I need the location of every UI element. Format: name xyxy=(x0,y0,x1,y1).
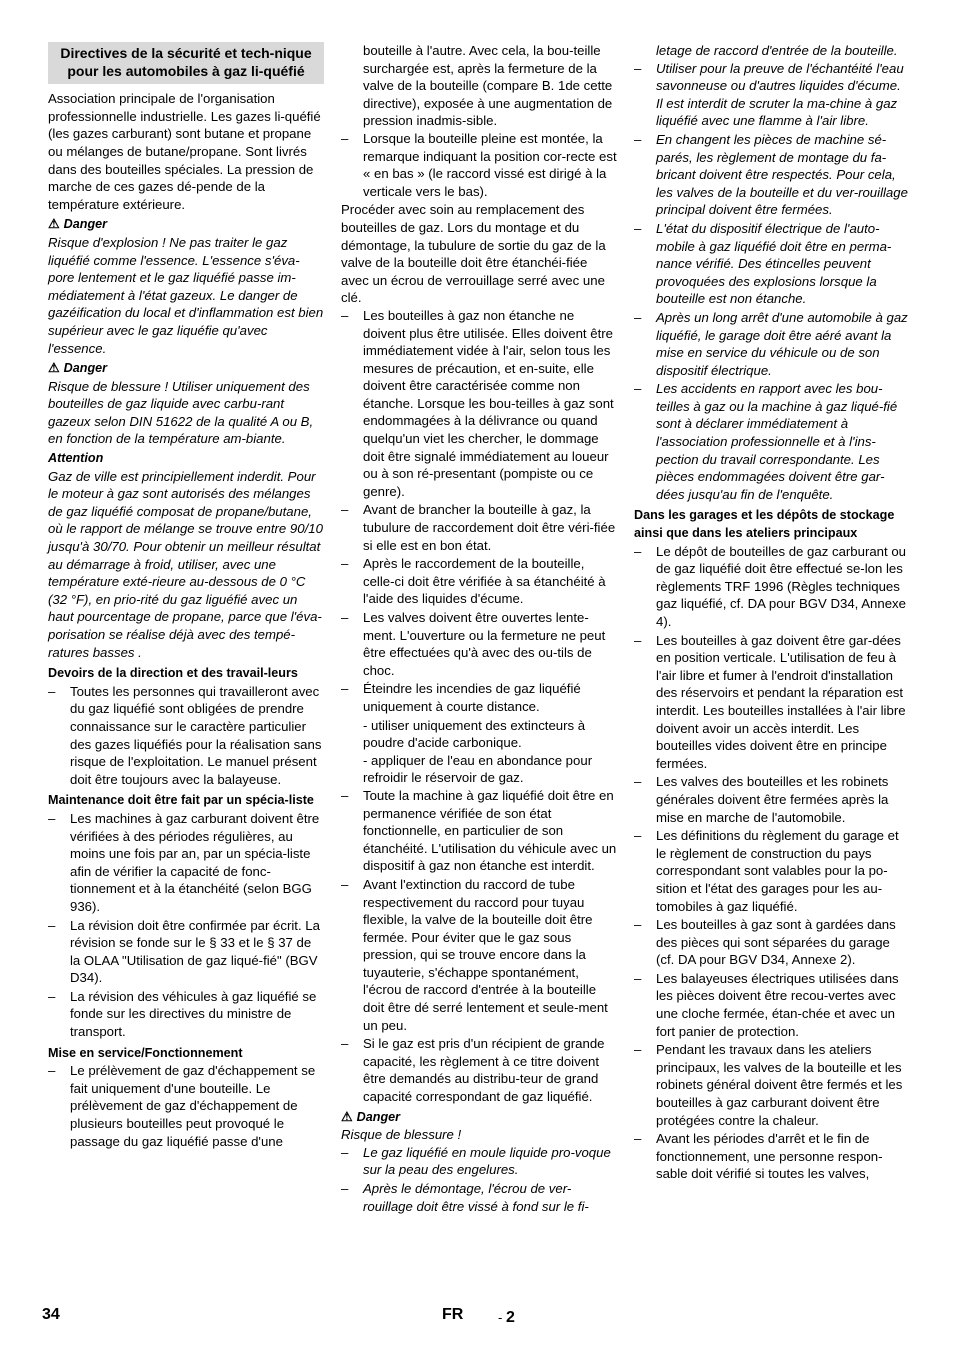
list-item: – Avant les périodes d'arrêt et le fin de fonctionnement, une personne respon-sable doit vérifié si toutes les valves, xyxy=(634,1130,910,1183)
subheading: Dans les garages et les dépôts de stockage ainsi que dans les ateliers principaux xyxy=(634,508,895,541)
list-item: – Lorsque la bouteille pleine est montée, la remarque indiquant la position cor-recte est « en bas » (le raccord vissé est dirigé à la verticale vers le bas). xyxy=(341,130,617,200)
list-item: – Éteindre les incendies de gaz liquéfié uniquement à courte distance. xyxy=(341,680,617,715)
list-item: – Avant de brancher la bouteille à gaz, la tubulure de raccordement doit être véri-fiée si elle est en bon état. xyxy=(341,501,617,554)
attention-text: Gaz de ville est principiellement inderdit. Pour le moteur à gaz sont autorisés des mélanges de gaz liquéfié composat de propane/butane, où le rapport de mélange se trouve entre 90/10 jusqu'à 30/70. Pour obtenir un meilleur résultat au démarrage à froid, utiliser, avec une température exté-rieure au-dessous de 0 °C (32 °F), en prio-rité du gaz liguéfié avec un haut pourcentage de propane, parce que l'éva-porisation se réalise déjà avec des tempé-ratures basses . xyxy=(48,468,323,660)
list-item: – La révision doit être confirmée par écrit. La révision se fonde sur le § 33 et le § 37 de la OLAA "Utilisation de gaz liqué-fié" (BGV D34). xyxy=(48,917,324,987)
list-item: – Le dépôt de bouteilles de gaz carburant ou de gaz liquéfié doit être effectué se-lon les règlements TRF 1996 (Règles techniques gaz liquéfié, cf. DA pour BGV D34, Annexe 4). xyxy=(634,543,910,631)
bullet-list xyxy=(341,1144,617,1215)
bullet-list xyxy=(341,307,617,716)
list-item: – Les bouteilles à gaz doivent être gar-dées en position verticale. L'utilisation de feu à l'air libre et fumer à l'endroit d'installation des réservoirs et pendant la réparation est interdit. Les bouteilles installées à l'air libre doivent avoir un accès interdit. Les bouteilles vides doivent être en principe fermées. xyxy=(634,632,910,773)
list-item: – Les valves des bouteilles et les robinets générales doivent être fermées après la mise en marche de l'automobile. xyxy=(634,773,910,826)
warning-triangle-icon: ⚠ xyxy=(48,360,60,376)
danger-text: Risque de blessure ! xyxy=(341,1127,462,1143)
list-item: – Les valves doivent être ouvertes lente-ment. L'ouverture ou la fermeture ne peut être effectuées qu'à avec des ou-tils de choc. xyxy=(341,609,617,679)
list-item: – Les balayeuses électriques utilisées dans les pièces doivent être recou-vertes avec une cloche fermée, étan-chée et avec un fort panier de protection. xyxy=(634,970,910,1040)
list-item: – Toutes les personnes qui travailleront avec du gaz liquéfié sont obligées de prendre connaissance sur le caractère particulier des gazes liquéfiés pour la réalisation sans risque de l'exploitation. Le manuel présent doit être toujours avec la balayeuse. xyxy=(48,683,324,789)
list-item: – Les bouteilles à gaz non étanche ne doivent plus être utilisée. Elles doivent être immédiatement vidée à l'air, selon tous les mesures de précaution, et en-suite, elle doivent être caractérisée comme non étanche. Lorsque les bou-teilles à gaz sont endommagées à la délivrance ou quand quelqu'un viet les chercher, le dommage doit être signalé immédiatement au loueur ou à son ré-presentant (pompiste ou ce genre). xyxy=(341,307,617,501)
bullet-list xyxy=(634,543,910,1183)
list-item: – Le prélèvement de gaz d'échappement se fait uniquement d'une bouteille. Le prélèvement de gaz d'échappement de plusieurs bouteilles peut provoqué le passage du gaz liquéfié passe d'une xyxy=(48,1062,324,1150)
subheading: Mise en service/Fonctionnement xyxy=(48,1045,243,1060)
list-item: – Si le gaz est pris d'un récipient de grande capacité, les règlement à ce titre doivent être demandés au distribu-teur de grand capacité correspondant de gaz liquéfié. xyxy=(341,1035,617,1105)
bullet-list xyxy=(341,787,617,1106)
bullet-list xyxy=(341,130,617,200)
column-1 xyxy=(48,42,324,1151)
intro-paragraph: Association principale de l'organisation professionnelle industrielle. Les gazes li-quéfié (les gazes carburant) sont butane et propane ou mélanges de butane/propane. Sont livrés dans des bouteilles spéciales. La pression de marche de ces gazes dé-pende de la température extérieure. xyxy=(48,91,321,212)
list-item: – En changent les pièces de machine sé-parés, les règlement de montage du fa-bricant doivent être respectés. Pour cela, les valves de la bouteille et du ver-rouillage principal doivent être fermées. xyxy=(634,131,910,219)
language-code: FR xyxy=(442,1306,464,1323)
danger-label: ⚠ Danger xyxy=(341,1108,401,1124)
bullet-list xyxy=(48,810,324,1041)
danger-text: Risque de blessure ! Utiliser uniquement des bouteilles de gaz liquide avec carbu-rant gazeux selon DIN 51622 de la qualité A ou B, en fonction de la température am-biante. xyxy=(48,378,314,447)
list-item: – Après un long arrêt d'une automobile à gaz liquéfié, le garage doit être aéré avant la mise en service du véhicule ou de son dispositif électrique. xyxy=(634,309,910,379)
list-item: – Les machines à gaz carburant doivent être vérifiées à des périodes régulières, au moins une fois par an, par un spécia-liste afin de vérifier la capacité de fonc-tionnement et à la étanchéité (selon BGG 936). xyxy=(48,810,324,916)
page-number: 34 xyxy=(42,1306,60,1323)
bullet-list xyxy=(48,683,324,789)
danger-text: Risque d'explosion ! Ne pas traiter le gaz liquéfié comme l'essence. L'essence s'éva-pore lentement et le gaz liquéfié passe im-médiatement à l'état gazeux. Le danger de gazéification du local et d'inflammation est bien supérieur avec le gaz liquéfie qu'avec l'essence. xyxy=(48,234,324,356)
list-item: – La révision des véhicules à gaz liquéfié se fonde sur les directives du ministre de transport. xyxy=(48,988,324,1041)
list-item: – Avant l'extinction du raccord de tube respectivement du raccord pour tuyau flexible, la valve de la bouteille doit être fermée. Pour éviter que le gaz sous pression, qui se trouve encore dans la tuyauterie, s'échappe spontanément, l'écrou de raccord d'entrée à la bouteille doit être dé serré lentement et seule-ment un peu. xyxy=(341,876,617,1034)
bullet-list xyxy=(634,60,910,504)
subheading: Devoirs de la direction et des travail-leurs xyxy=(48,666,298,681)
danger-label: ⚠ Danger xyxy=(48,360,108,376)
list-item: – Utiliser pour la preuve de l'échantéité l'eau savonneuse ou d'autres liquides d'écume. Il est interdit de scruter la ma-chine à gaz liquéfié avec une flamme à l'air libre. xyxy=(634,60,910,130)
column-2 xyxy=(341,42,617,1216)
list-item: – Le gaz liquéfié en moule liquide pro-voque sur la peau des engelures. xyxy=(341,1144,617,1179)
attention-label: Attention xyxy=(48,451,104,466)
list-item: – Toute la machine à gaz liquéfié doit être en permanence vérifiée de son état fonctionnelle, en particulier de son étanchéité. L'utilisation du véhicule avec un dispositif à gaz non étanche est interdit. xyxy=(341,787,617,875)
list-item: – Pendant les travaux dans les ateliers principaux, les valves de la bouteille et les robinets général doivent être fermés et les bouteilles à gaz carburant doivent être protégées contre la chaleur. xyxy=(634,1041,910,1129)
danger-label: ⚠ Danger xyxy=(48,216,108,232)
list-item: – Les définitions du règlement du garage et le règlement de construction du pays correspondant sont valables pour la po-sition et l'état des garages pour les au-tomobiles à gaz liquéfié. xyxy=(634,827,910,915)
indented-text: - appliquer de l'eau en abondance pour refroidir le réservoir de gaz. xyxy=(363,752,593,786)
warning-triangle-icon: ⚠ xyxy=(48,216,60,232)
bullet-list xyxy=(48,1062,324,1150)
paragraph: Procéder avec soin au remplacement des bouteilles de gaz. Lors du montage et du démontage, la tubulure de sortie du gaz de la valve de la bouteille doit être étanchéi-fiée avec un écrou de verrouillage serré avec une clé. xyxy=(341,202,606,306)
list-item: – Après le raccordement de la bouteille, celle-ci doit être vérifiée à sa étanchéité à l'aide des liquides d'écume. xyxy=(341,555,617,608)
indented-text: - utiliser uniquement des extincteurs à poudre d'acide carbonique. xyxy=(363,717,586,751)
column-3 xyxy=(634,42,910,1184)
list-item: – Les accidents en rapport avec les bou-teilles à gaz ou la machine à gaz liqué-fié sont à déclarer immédiatement à l'association professionnelle et à l'ins-pection du travail correspondante. Les pièces endommagées doivent être gar-dées jusqu'au fin de l'enquête. xyxy=(634,380,910,503)
continued-text: bouteille à l'autre. Avec cela, la bou-teille surchargée est, après la fermeture de la valve de la bouteille (compare B. 1de cette directive), exposée à une augmentation de pression inadmis-sible. xyxy=(363,43,613,129)
list-item: – L'état du dispositif électrique de l'auto-mobile à gaz liquéfié doit être en perma-nance vérifié. Des étincelles peuvent provoquées des explosions lorsque la bouteille est non étanche. xyxy=(634,220,910,308)
list-item: – Après le démontage, l'écrou de ver-rouillage doit être vissé à fond sur le fi- xyxy=(341,1180,617,1215)
subheading: Maintenance doit être fait par un spécia-liste xyxy=(48,793,314,808)
sub-page-number: - 2 xyxy=(498,1309,515,1326)
continued-text: letage de raccord d'entrée de la bouteille. xyxy=(656,43,898,58)
section-heading: Directives de la sécurité et tech-nique pour les automobiles à gaz li-quéfié xyxy=(48,42,324,84)
list-item: – Les bouteilles à gaz sont à gardées dans des pièces qui sont séparées du garage (cf. DA pour BGV D34, Annexe 2). xyxy=(634,916,910,969)
warning-triangle-icon: ⚠ xyxy=(341,1108,353,1124)
